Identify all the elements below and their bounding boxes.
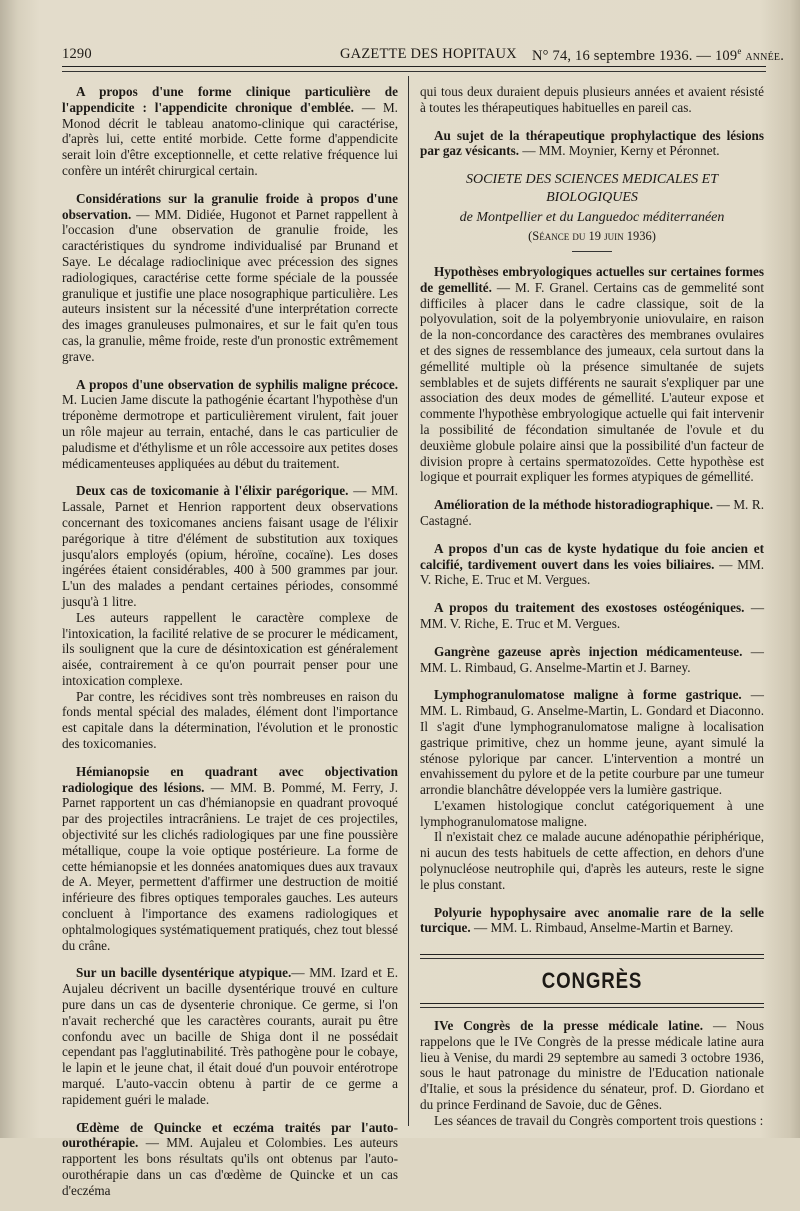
article-body: — MM. Lassale, Parnet et Henrion rapportent deux observations concernant des toxicomanes anciens faisant usage de l'élixir parégorique à titre d'élément de substitution aux toxiques jusqu'alors employés (opium, héroïne, cocaïne). Les doses ingérées étaient considérables, 400 à 500 grammes par jour. L'un des malades a pendant certaines périodes, consommé jusqu'à 1 litre. — [62, 483, 399, 609]
article — [420, 128, 764, 160]
article-body: M. Lucien Jame discute la pathogénie écartant l'hypothèse d'un tréponème dermotrope et particulièrement virulent, fait jouer un rôle majeur au terrain, entaché, dans le cas particulier de paludisme et d'éthylisme et un rôle accessoire aux petites doses médicamenteuses appliquées au début du traitement. — [62, 392, 398, 471]
article-title: Considérations sur la granulie froide à propos d'une observation. — [62, 190, 398, 222]
article-title: Hémianopsie en quadrant avec objectivation radiologique des lésions. — [62, 763, 398, 795]
article-body: — MM. V. Riche, E. Truc et M. Vergues. — [420, 556, 765, 588]
article-paragraph: Les auteurs rappellent le caractère complexe de l'intoxication, la facilité relative de se procurer le médicament, ils soulignent que la cure de désintoxication est généralement aisée, contrairement à ce qu'on pourrait penser pour une intoxication complexe. — [62, 609, 398, 688]
article-body: — MM. L. Rimbaud, G. Anselme-Martin, L. Gondard et Diaconno. Il s'agit d'une lymphogranulomatose maligne à localisation gastrique primitive, chez un homme jeune, ayant simulé la sténose pylorique par cancer. L'intervention a montré un envahissement du pylore et de la petite courbure par une tumeur arrondie blanchâtre développée vers la lumière gastrique. — [420, 687, 764, 798]
article — [420, 497, 764, 529]
article-paragraph: Par contre, les récidives sont très nombreuses en raison du fonds mental spécial des malades, élément dont l'importance est capitale dans la détermination, l'évolution et le pronostic des toxicomanies. — [62, 688, 398, 752]
article-title: Au sujet de la thérapeutique prophylactique des lésions par gaz vésicants. — [420, 127, 764, 159]
article-body: — MM. Aujaleu et Colombies. Les auteurs rapportent les bons résultats qu'ils ont obtenus par l'auto-ourothérapie dans un cas d'œdème de Quincke et un cas d'eczéma — [62, 1135, 398, 1198]
article-title: A propos du traitement des exostoses ostéogéniques. — [434, 600, 745, 616]
header-rule — [62, 66, 766, 67]
section-rule — [420, 954, 764, 955]
article-body: — MM. Moynier, Kerny et Péronnet. — [519, 143, 720, 159]
society-subtitle: de Montpellier et du Languedoc méditerranéen — [459, 210, 725, 226]
article-body: — MM. Didiée, Hugonot et Parnet rappellent à l'occasion d'une observation de granulie froide, les caractéristiques du syndrome individualisé par Brunand et Saye. Le décalage radioclinique avec précession des signes radiologiques, caractérise cette forme spéciale de la poussée granulique et justifie une place nosographique particulière. Les auteurs insistent sur la nécessité d'une interprétation correcte des images granuleuses pulmonaires, et sur le fait qu'en tous cas, la granulie, même froide, reste d'un pronostic extrêmement grave. — [62, 206, 398, 364]
article-body: — M. Monod décrit le tableau anatomo-clinique qui caractérise, d'après lui, cette entité morbide. Cette forme d'appendicite serait loin d'être exceptionnelle, et cette relative fréquence lui confère un intérêt chirurgical certain. — [62, 99, 398, 178]
article — [420, 687, 764, 892]
page-number: 1290 — [62, 46, 92, 62]
article-title: Amélioration de la méthode historadiographique. — [434, 497, 714, 513]
article — [62, 84, 398, 179]
article-paragraph: L'examen histologique conclut catégoriquement à une lymphogranulomatose maligne. — [420, 797, 764, 829]
article-title: Gangrène gazeuse après injection médicamenteuse. — [434, 643, 743, 659]
article-title: Œdème de Quincke et eczéma traités par l'auto-ourothérapie. — [62, 1119, 398, 1151]
article — [62, 764, 398, 954]
page-header — [62, 44, 785, 66]
article — [62, 1120, 398, 1199]
article-body: — MM. V. Riche, E. Truc et M. Vergues. — [420, 600, 765, 631]
short-divider — [572, 251, 612, 252]
article-title: A propos d'une observation de syphilis maligne précoce. — [76, 376, 398, 392]
article-title: Polyurie hypophysaire avec anomalie rare de la selle turcique. — [420, 904, 764, 936]
continuation-text: qui tous deux duraient depuis plusieurs années et avaient résisté à toutes les thérapeutiques habituelles en pareil cas. — [420, 84, 764, 115]
article — [62, 965, 398, 1107]
article-body: — MM. B. Pommé, M. Ferry, J. Parnet rapportent un cas d'hémianopsie en quadrant provoqué par des projectiles intracrâniens. Le trajet de ces projectiles, objectivité sur les clichés radiologiques par une fine poussière métallique, coupe la voie optique postérieure. La forme de cette hémianopsie et les données anatomiques dues aux travaux de A. Meyer, permettent d'affirmer une destruction de moitié inférieure des fibres optiques temporales gauches. Les auteurs concluent à l'importance des examens radiologiques et ophtalmologiques systématiquement pratiqués, chez tout blessé du crâne. — [62, 779, 398, 953]
article-title: Deux cas de toxicomanie à l'élixir parégorique. — [76, 483, 349, 499]
article — [62, 483, 398, 752]
article — [420, 600, 764, 632]
article-body: — MM. L. Rimbaud, G. Anselme-Martin et J. Barney. — [420, 643, 764, 675]
article-body: — Nous rappelons que le IVe Congrès de la presse médicale latine aura lieu à Venise, du mardi 29 septembre au samedi 3 octobre 1936, sous le haut patronage du ministre de l'Education nationale d'Italie, et sous la présidence du sénateur, prof. D. Giordano et du prince Ferdinand de Savoie, duc de Gênes. — [420, 1018, 764, 1113]
article-body: — M. R. Castagné. — [420, 497, 764, 528]
session-date: (Séance du 19 juin 1936) — [528, 229, 656, 244]
article-body: — MM. L. Rimbaud, Anselme-Martin et Barney. — [470, 920, 734, 936]
section-heading: CONGRÈS — [541, 968, 643, 994]
article — [62, 377, 398, 472]
article-title: Hypothèses embryologiques actuelles sur certaines formes de gemellité. — [420, 263, 764, 295]
article-paragraph: Les séances de travail du Congrès comportent trois questions : — [434, 1112, 764, 1128]
article-title: A propos d'un cas de kyste hydatique du foie ancien et calcifié, tardivement ouvert dans les voies biliaires. — [420, 540, 764, 572]
right-column — [420, 84, 764, 1129]
article-body: — M. F. Granel. Certains cas de gemmelité sont difficiles à placer dans le cadre classique, soit de la polyovulation, soit de la polyembryonie uniovulaire, en raison de la non-concordance des caractères des membranes ovulaires et des signes de ressemblance des jumeaux, cela surtout dans la gémellité multiple où la présence simultanée de sujets semblables et de sujets différents ne saurait s'expliquer par une association des deux modes de gémellité. L'auteur expose et commente l'hypothèse embryologique actuelle qui fait intervenir la possibilité de fécondation simultanée de l'ovule et du deuxième globule polaire ainsi que la possibilité d'un facteur de division propre à certains spermatozoïdes. Cette hypothèse est logique et pourrait expliquer les formes atypiques de gémellité. — [420, 279, 764, 485]
article — [420, 264, 764, 485]
article-title: A propos d'une forme clinique particulière de l'appendicite : l'appendicite chronique d'emblée. — [62, 84, 398, 115]
section-rule-thin — [420, 1007, 764, 1008]
issue-sup: e — [737, 46, 742, 56]
article — [420, 644, 764, 676]
article — [420, 905, 764, 937]
article-body: — MM. Izard et E. Aujaleu décrivent un bacille dysentérique trouvé en culture pure dans un cas de dysenterie chronique. Ce germe, si l'on n'avait recherché que les caractères courants, aurait pu être confondu avec un bacille de Shiga dont il ne possédait cependant pas l'agglutinabilité. Très pathogène pour le cobaye, le lapin et le jeune chat, il était doué d'un pouvoir entérotrope marqué. L'auto-vaccin obtenu à partir de ce germe a rapidement guéri le malade. — [62, 965, 398, 1107]
column-divider — [408, 76, 409, 1126]
congres-section — [420, 954, 764, 1128]
article — [420, 541, 764, 588]
article-title: Lymphogranulomatose maligne à forme gastrique. — [434, 687, 742, 703]
issue-info — [532, 46, 784, 65]
journal-title: GAZETTE DES HOPITAUX — [340, 46, 517, 62]
left-column — [62, 84, 398, 1211]
issue-suffix: année. — [745, 47, 785, 64]
header-rule-thin — [62, 71, 766, 72]
article-title: IVe Congrès de la presse médicale latine. — [434, 1018, 704, 1034]
article — [62, 191, 398, 365]
article-paragraph: Il n'existait chez ce malade aucune adénopathie périphérique, ni aucun des tests habituels de cette affection, en dehors d'une polynucléose neutrophile qui, d'après les auteurs, reste le signe le plus constant. — [420, 829, 764, 892]
issue-prefix: N° 74, 16 septembre 1936. — 109 — [532, 47, 738, 64]
article — [420, 1018, 764, 1129]
society-name: SOCIETE DES SCIENCES MEDICALES ET BIOLOGIQUES — [466, 172, 718, 206]
section-rule-thin — [420, 958, 764, 959]
section-rule — [420, 1003, 764, 1004]
article-title: Sur un bacille dysentérique atypique. — [76, 965, 292, 981]
